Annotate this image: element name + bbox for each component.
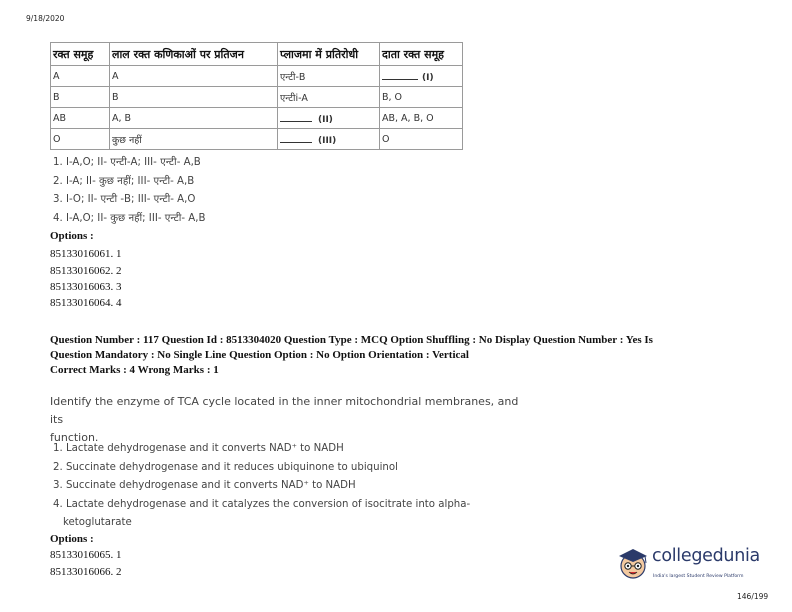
table-row xyxy=(51,129,463,150)
options-label: Options : xyxy=(50,533,94,545)
table-cell: AB xyxy=(51,108,110,129)
question-text-line: function. xyxy=(50,431,99,444)
table-cell xyxy=(278,108,380,129)
table-header-cell: प्लाजमा में प्रतिरोधी xyxy=(278,43,380,66)
question-meta-line: Correct Marks : 4 Wrong Marks : 1 xyxy=(50,364,219,376)
table-header-cell: रक्त समूह xyxy=(51,43,110,66)
table-cell: A xyxy=(110,66,278,87)
list-item: 3. I-O; II- एन्टी -B; III- एन्टी- A,O xyxy=(53,194,196,205)
table-header-cell: दाता रक्त समूह xyxy=(380,43,463,66)
table-cell: एन्टी-B xyxy=(278,66,380,87)
table-cell: A xyxy=(51,66,110,87)
list-item: 3. Succinate dehydrogenase and it converts NAD⁺ to NADH xyxy=(53,480,356,491)
blood-group-table xyxy=(50,42,463,150)
list-item: 1. Lactate dehydrogenase and it converts NAD⁺ to NADH xyxy=(53,443,344,454)
table-cell xyxy=(278,129,380,150)
list-item: 1. I-A,O; II- एन्टी-A; III- एन्टी- A,B xyxy=(53,157,201,168)
table-header-row xyxy=(51,43,463,66)
table-cell: B, O xyxy=(380,87,463,108)
option-code: 85133016065. 1 xyxy=(50,549,122,561)
option-code: 85133016064. 4 xyxy=(50,297,122,309)
logo-wordmark: collegedunia xyxy=(652,546,760,566)
options-label: Options : xyxy=(50,230,94,242)
option-code: 85133016066. 2 xyxy=(50,566,122,578)
table-header-cell: लाल रक्त कणिकाओं पर प्रतिजन xyxy=(110,43,278,66)
question-text-line: Identify the enzyme of TCA cycle located in the inner mitochondrial membranes, and its xyxy=(50,395,519,426)
q117-options-list xyxy=(53,440,470,533)
table-cell: B xyxy=(110,87,278,108)
fill-blank xyxy=(280,112,312,122)
table-cell: A, B xyxy=(110,108,278,129)
question-meta-line: Question Mandatory : No Single Line Question Option : No Option Orientation : Vertical xyxy=(50,349,469,361)
table-cell: कुछ नहीं xyxy=(110,129,278,150)
list-item: 2. I-A; II- कुछ नहीं; III- एन्टी- A,B xyxy=(53,175,195,187)
option-code: 85133016061. 1 xyxy=(50,248,122,260)
question-meta-line: Question Number : 117 Question Id : 8513304020 Question Type : MCQ Option Shuffling : No Display Question Number : Yes Is xyxy=(50,334,653,346)
list-item: 2. Succinate dehydrogenase and it reduces ubiquinone to ubiquinol xyxy=(53,461,398,473)
table-row xyxy=(51,66,463,87)
list-item: 4. Lactate dehydrogenase and it catalyzes the conversion of isocitrate into alpha- xyxy=(53,498,471,510)
question-meta xyxy=(50,333,740,378)
list-item: 4. I-A,O; II- कुछ नहीं; III- एन्टी- A,B xyxy=(53,212,206,224)
table-cell: B xyxy=(51,87,110,108)
logo-tagline: India's largest Student Review Platform xyxy=(653,574,744,579)
blank-marker: (II) xyxy=(318,114,333,125)
table-row xyxy=(51,108,463,129)
table-cell: एन्टीi-A xyxy=(278,87,380,108)
page-number: 146/199 xyxy=(737,592,769,601)
fill-blank xyxy=(280,133,312,143)
option-code: 85133016062. 2 xyxy=(50,265,122,277)
table-cell: AB, A, B, O xyxy=(380,108,463,129)
table-row xyxy=(51,87,463,108)
table-cell xyxy=(380,66,463,87)
question-text xyxy=(50,393,530,447)
table-cell: O xyxy=(380,129,463,150)
mascot-icon xyxy=(615,544,651,582)
table-cell: O xyxy=(51,129,110,150)
q116-options-list xyxy=(53,154,205,228)
print-date: 9/18/2020 xyxy=(26,14,65,23)
collegedunia-logo xyxy=(615,544,765,584)
list-item: ketoglutarate xyxy=(63,517,132,528)
option-code: 85133016063. 3 xyxy=(50,281,122,293)
blank-marker: (III) xyxy=(318,135,337,146)
blank-marker: (I) xyxy=(422,72,434,83)
fill-blank xyxy=(382,70,418,80)
